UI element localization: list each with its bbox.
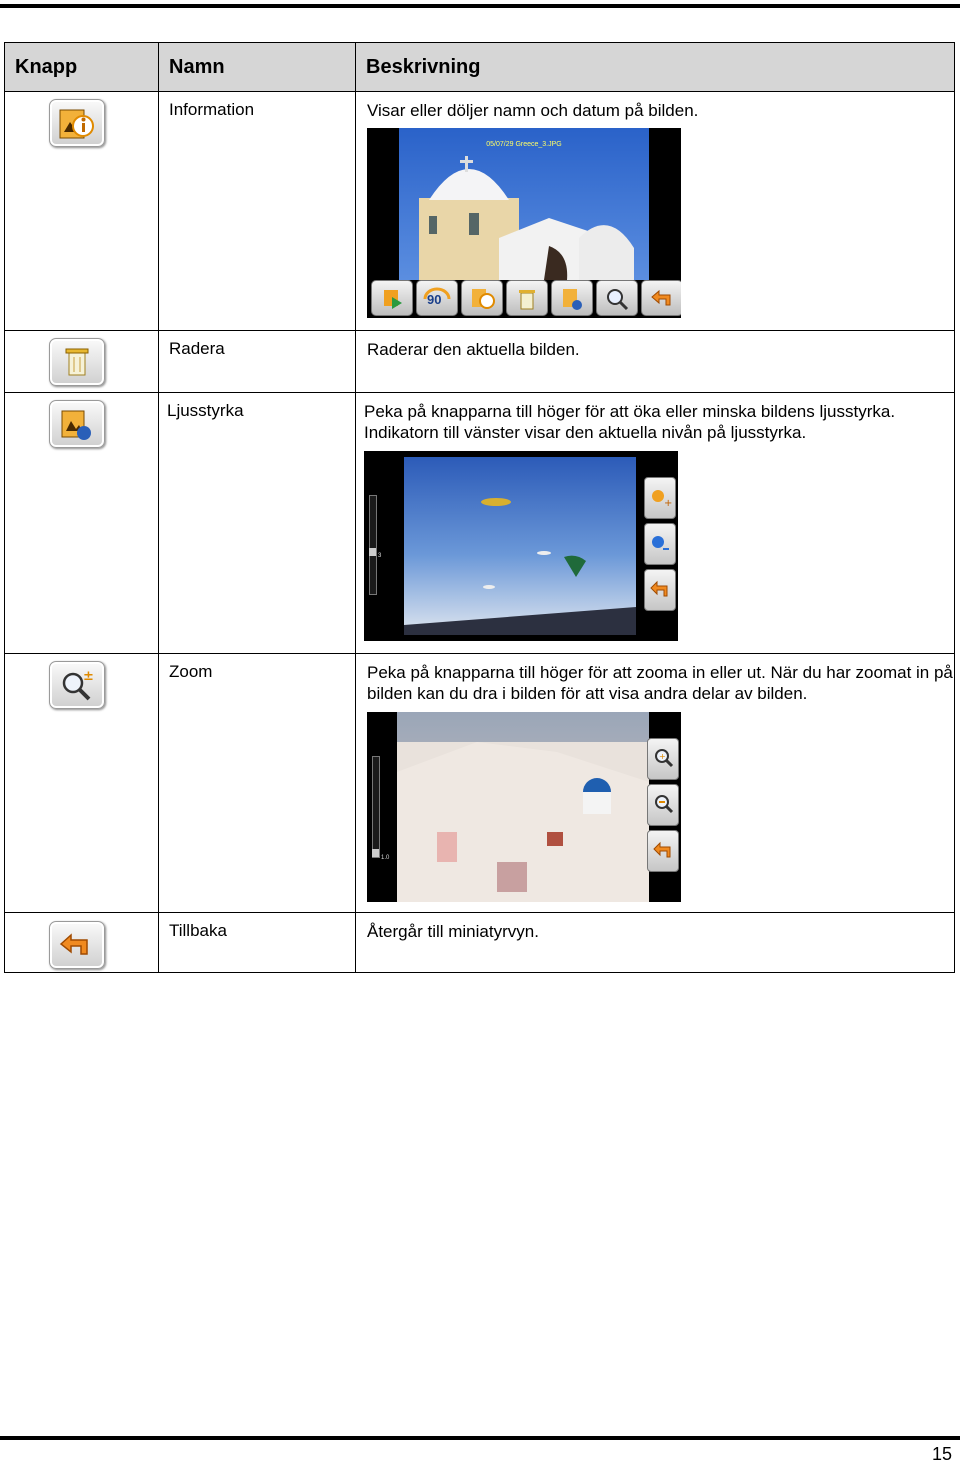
icon-cell [5,913,159,973]
row-description [356,92,955,331]
description-line-2: Indikatorn till vänster visar den aktuella nivån på ljusstyrka. [364,423,807,442]
table-row [5,331,955,393]
row-name: Information [159,92,356,331]
page-number: 15 [931,1444,952,1464]
brightness-level-label: 3 [378,553,382,559]
brightness-button[interactable] [551,280,593,316]
row-name: Zoom [159,654,356,913]
zoom-icon [49,661,105,709]
zoom-level-label: 1.0 [381,855,390,861]
village-photo [397,712,649,902]
info-screenshot [367,128,681,318]
icon-cell [5,393,159,654]
description-text: Peka på knapparna till höger för att zooma in eller ut. När du har zoomat in på bilden kan du dra i bilden för att visa andra delar av bilden. [367,663,953,703]
icon-cell [5,654,159,913]
brightness-down-button[interactable] [644,523,676,565]
sky-photo [404,457,636,635]
row-name: Ljusstyrka [159,393,356,654]
brightness-controls [644,477,676,611]
table-row [5,92,955,331]
zoom-controls [647,738,679,872]
top-rule [0,4,960,8]
rotate-label: 90 [427,292,442,307]
row-name: Tillbaka [159,913,356,973]
description-line-1: Peka på knapparna till höger för att öka eller minska bildens ljusstyrka. [364,402,896,421]
bottom-rule [0,1436,960,1440]
svg-text:+: + [664,498,673,509]
slider-knob[interactable] [369,548,376,556]
back-icon [49,921,105,969]
rotate-button[interactable] [416,280,458,316]
row-name: Radera [159,331,356,393]
zoom-out-button[interactable] [647,784,679,826]
header-knapp: Knapp [5,43,159,92]
table-row [5,393,955,654]
trash-icon [49,338,105,386]
brightness-back-button[interactable] [644,569,676,611]
info-button[interactable] [461,280,503,316]
delete-button[interactable] [506,280,548,316]
brightness-icon [49,400,105,448]
slideshow-button[interactable] [371,280,413,316]
photo-caption: 05/07/29 Greece_3.JPG [486,141,562,148]
button-table [4,42,955,973]
row-description [356,393,955,654]
row-description: Återgår till miniatyrvyn. [356,913,955,973]
table-row [5,913,955,973]
brightness-screenshot [364,451,678,641]
slider-knob[interactable] [372,849,379,857]
row-description: Raderar den aktuella bilden. [356,331,955,393]
viewer-toolbar [369,280,679,316]
header-namn: Namn [159,43,356,92]
zoom-back-button[interactable] [647,830,679,872]
row-description [356,654,955,913]
back-button[interactable] [641,280,681,316]
zoom-in-button[interactable] [647,738,679,780]
zoom-level-slider[interactable] [372,756,380,858]
info-icon [49,99,105,147]
icon-cell [5,331,159,393]
svg-text:±: ± [83,669,94,684]
header-beskrivning: Beskrivning [356,43,955,92]
zoom-button[interactable] [596,280,638,316]
svg-text:+: + [659,752,666,761]
description-text: Visar eller döljer namn och datum på bilden. [367,101,699,120]
brightness-level-slider[interactable] [369,495,377,595]
table-row [5,654,955,913]
brightness-up-button[interactable] [644,477,676,519]
icon-cell [5,92,159,331]
zoom-screenshot [367,712,681,902]
table-header-row [5,43,955,92]
